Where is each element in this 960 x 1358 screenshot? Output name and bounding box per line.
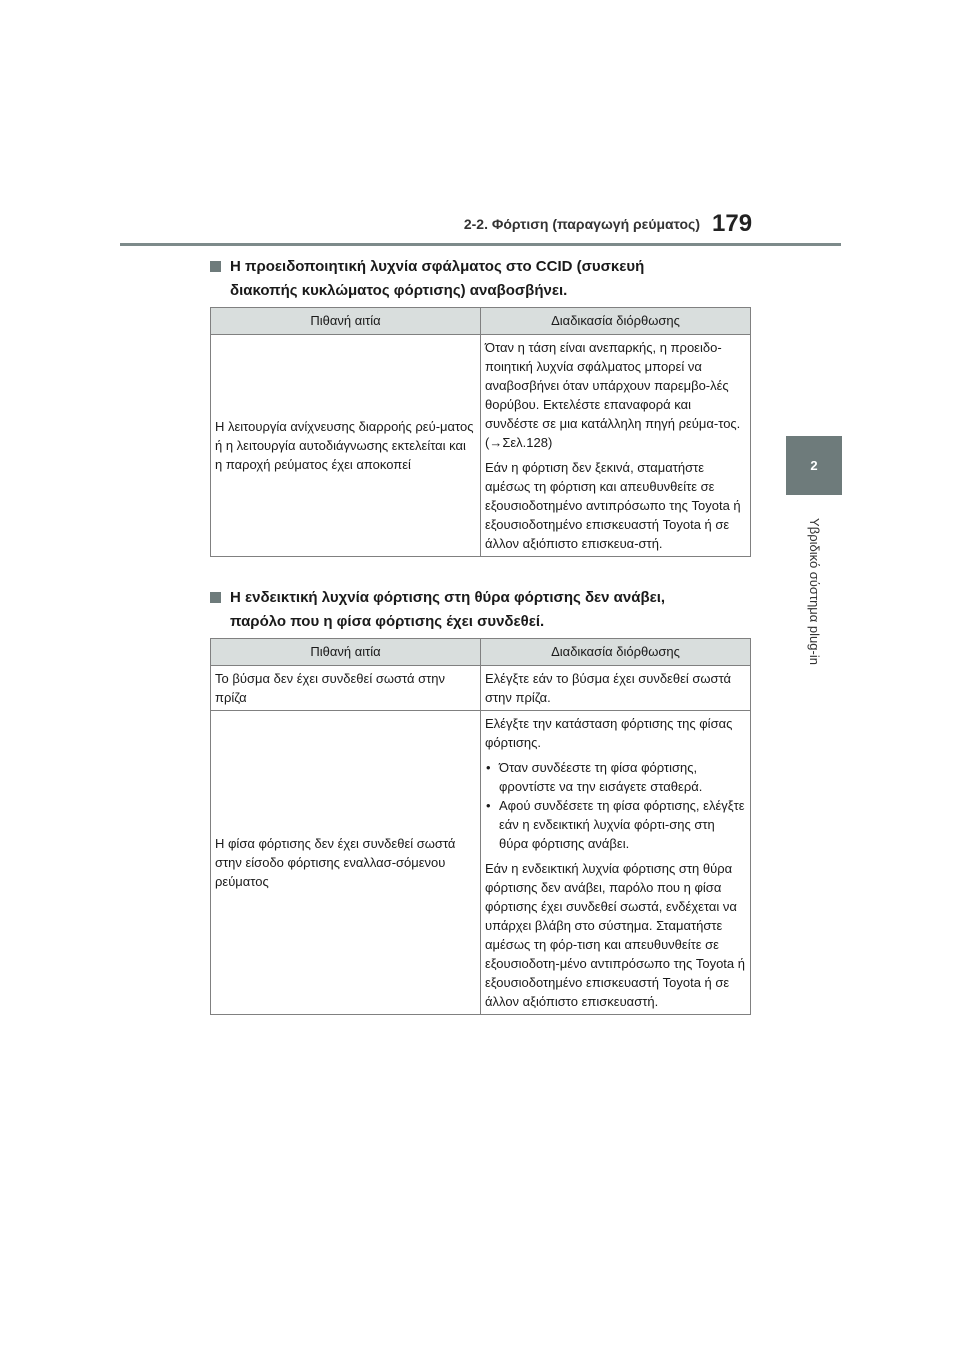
chapter-tab-number: 2 [786, 436, 842, 495]
column-header-cause: Πιθανή αιτία [211, 308, 481, 335]
column-header-fix: Διαδικασία διόρθωσης [481, 308, 751, 335]
square-bullet-icon [210, 261, 221, 272]
heading-line-2: παρόλο που η φίσα φόρτισης έχει συνδεθεί. [230, 613, 545, 630]
heading-line-2: διακοπής κυκλώματος φόρτισης) αναβοσβήνει. [230, 282, 568, 299]
fix-paragraph: Εάν η ενδεικτική λυχνία φόρτισης στη θύρα φόρτισης δεν ανάβει, παρόλο που η φίσα φόρτισης έχει συνδεθεί σωστά, ενδέχεται να υπάρχει βλάβη στο σύστημα. Σταματήστε αμέσως τη φόρ-τιση και απευθυνθείτε σε εξουσιοδοτη-μένο αντιπρόσωπο της Toyota ή εξουσιοδοτημένο επισκευαστή Toyota ή σε άλλον αξιόπιστο επισκευαστή. [485, 861, 745, 1009]
fix-paragraph: Εάν η φόρτιση δεν ξεκινά, σταματήστε αμέσως τη φόρτιση και απευθυνθείτε σε εξουσιοδοτημένο αντιπρόσωπο της Toyota ή εξουσιοδοτημένο επισκευαστή Toyota ή σε άλλον αξιόπιστο επισκευα-στή. [485, 460, 741, 551]
section-heading-ccid [210, 255, 750, 303]
fix-cell [481, 335, 751, 557]
fix-cell [481, 711, 751, 1015]
fix-cell: Ελέγξτε εάν το βύσμα έχει συνδεθεί σωστά στην πρίζα. [481, 666, 751, 711]
section-heading-charging-port [210, 586, 750, 634]
chapter-tab-label-text: Υβριδικό σύστημα plug-in [806, 517, 822, 665]
cause-cell: Η φίσα φόρτισης δεν έχει συνδεθεί σωστά στην είσοδο φόρτισης εναλλασ-σόμενου ρεύματος [211, 711, 481, 1015]
section-header-title: 2-2. Φόρτιση (παραγωγή ρεύματος) [463, 216, 700, 232]
table-header-row [211, 639, 751, 666]
troubleshooting-table-ccid [210, 307, 751, 557]
troubleshooting-table-charging-port [210, 638, 751, 1015]
fix-paragraph: Ελέγξτε την κατάσταση φόρτισης της φίσας φόρτισης. [485, 716, 733, 750]
table-row [211, 711, 751, 1015]
heading-line-1: Η ενδεικτική λυχνία φόρτισης στη θύρα φόρτισης δεν ανάβει, [230, 589, 666, 606]
square-bullet-icon [210, 592, 221, 603]
table-row [211, 335, 751, 557]
cause-cell: Η λειτουργία ανίχνευσης διαρροής ρεύ-ματος ή η λειτουργία αυτοδιάγνωσης εκτελείται και η παροχή ρεύματος έχει αποκοπεί [211, 335, 481, 557]
column-header-cause: Πιθανή αιτία [211, 639, 481, 666]
header-divider [120, 243, 841, 246]
fix-bullet-item: • Όταν συνδέεστε τη φίσα φόρτισης, φροντίστε να την εισάγετε σταθερά. [485, 758, 746, 796]
cause-cell: Το βύσμα δεν έχει συνδεθεί σωστά στην πρίζα [211, 666, 481, 711]
table-header-row [211, 308, 751, 335]
fix-bullet-item: • Αφού συνδέσετε τη φίσα φόρτισης, ελέγξτε εάν η ενδεικτική λυχνία φόρτι-σης στη θύρα φόρτισης ανάβει. [485, 796, 746, 853]
column-header-fix: Διαδικασία διόρθωσης [481, 639, 751, 666]
page-number: 179 [712, 210, 753, 237]
chapter-tab-label [799, 498, 829, 684]
table-row [211, 666, 751, 711]
fix-paragraph: Όταν η τάση είναι ανεπαρκής, η προειδο-ποιητική λυχνία σφάλματος μπορεί να αναβοσβήνει όταν υπάρχουν παρεμβο-λές θορύβου. Εκτελέστε επαναφορά και συνδέστε σε μια κατάλληλη πηγή ρεύμα-τος. (→Σελ.128) [485, 340, 741, 450]
heading-line-1: Η προειδοποιητική λυχνία σφάλματος στο CCID (συσκευή [230, 258, 645, 275]
